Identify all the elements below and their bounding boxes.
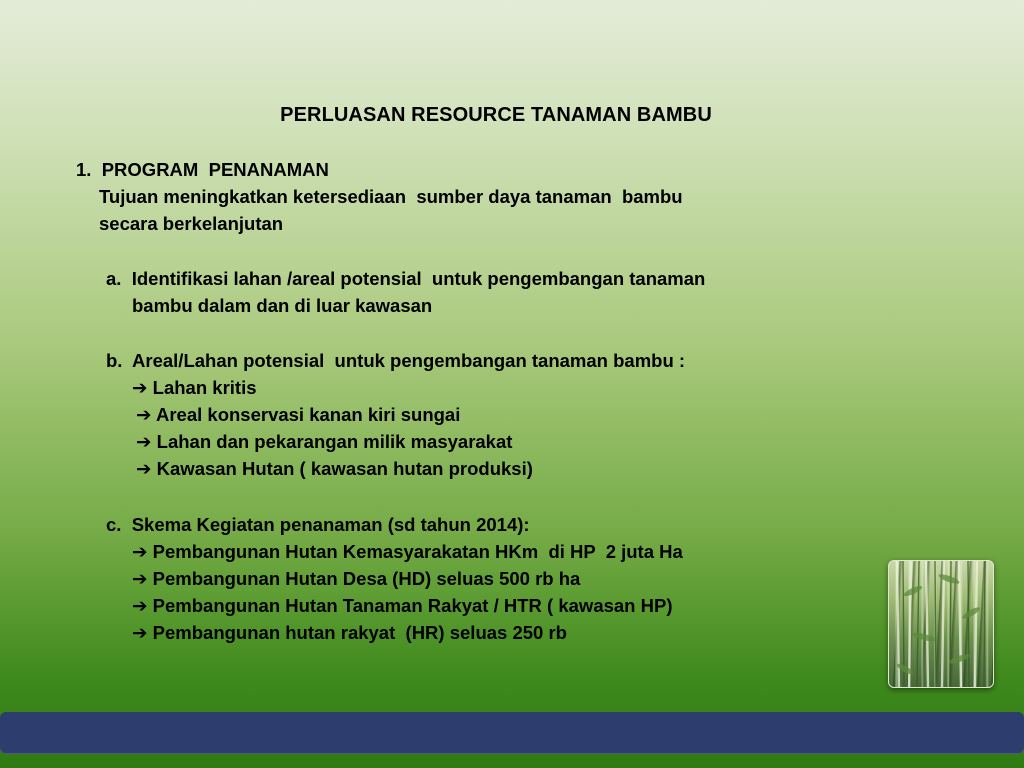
item-b-bullet: ➔ Areal konservasi kanan kiri sungai xyxy=(136,404,461,426)
item-b-heading: b. Areal/Lahan potensial untuk pengembangan tanaman bambu : xyxy=(106,350,686,371)
arrow-right-icon: ➔ xyxy=(136,459,152,480)
arrow-right-icon: ➔ xyxy=(132,378,148,399)
footer-bar xyxy=(0,712,1024,754)
item-b-bullet: ➔ Lahan dan pekarangan milik masyarakat xyxy=(136,431,513,453)
item-a-line2: bambu dalam dan di luar kawasan xyxy=(132,295,433,316)
section-heading: 1. PROGRAM PENANAMAN xyxy=(76,159,329,180)
section-description-line2: secara berkelanjutan xyxy=(99,213,284,234)
item-c-bullet: ➔ Pembangunan Hutan Desa (HD) seluas 500 rb ha xyxy=(132,568,581,590)
slide-title: PERLUASAN RESOURCE TANAMAN BAMBU xyxy=(280,104,712,126)
arrow-right-icon: ➔ xyxy=(132,569,148,590)
bamboo-icon xyxy=(889,561,993,687)
item-c-heading: c. Skema Kegiatan penanaman (sd tahun 2014): xyxy=(106,514,530,535)
arrow-right-icon: ➔ xyxy=(132,623,148,644)
arrow-right-icon: ➔ xyxy=(136,432,152,453)
item-a-line1: a. Identifikasi lahan /areal potensial untuk pengembangan tanaman xyxy=(106,268,706,289)
item-b-bullet: ➔ Kawasan Hutan ( kawasan hutan produksi) xyxy=(136,458,533,480)
item-b-bullet: ➔ Lahan kritis xyxy=(132,377,257,399)
arrow-right-icon: ➔ xyxy=(132,542,148,563)
section-description-line1: Tujuan meningkatkan ketersediaan sumber daya tanaman bambu xyxy=(99,186,683,207)
item-c-bullet: ➔ Pembangunan Hutan Tanaman Rakyat / HTR ( kawasan HP) xyxy=(132,595,673,617)
bamboo-photo xyxy=(888,560,994,688)
arrow-right-icon: ➔ xyxy=(136,405,152,426)
item-c-bullet: ➔ Pembangunan hutan rakyat (HR) seluas 250 rb xyxy=(132,622,567,644)
item-c-bullet: ➔ Pembangunan Hutan Kemasyarakatan HKm di HP 2 juta Ha xyxy=(132,541,683,563)
arrow-right-icon: ➔ xyxy=(132,596,148,617)
